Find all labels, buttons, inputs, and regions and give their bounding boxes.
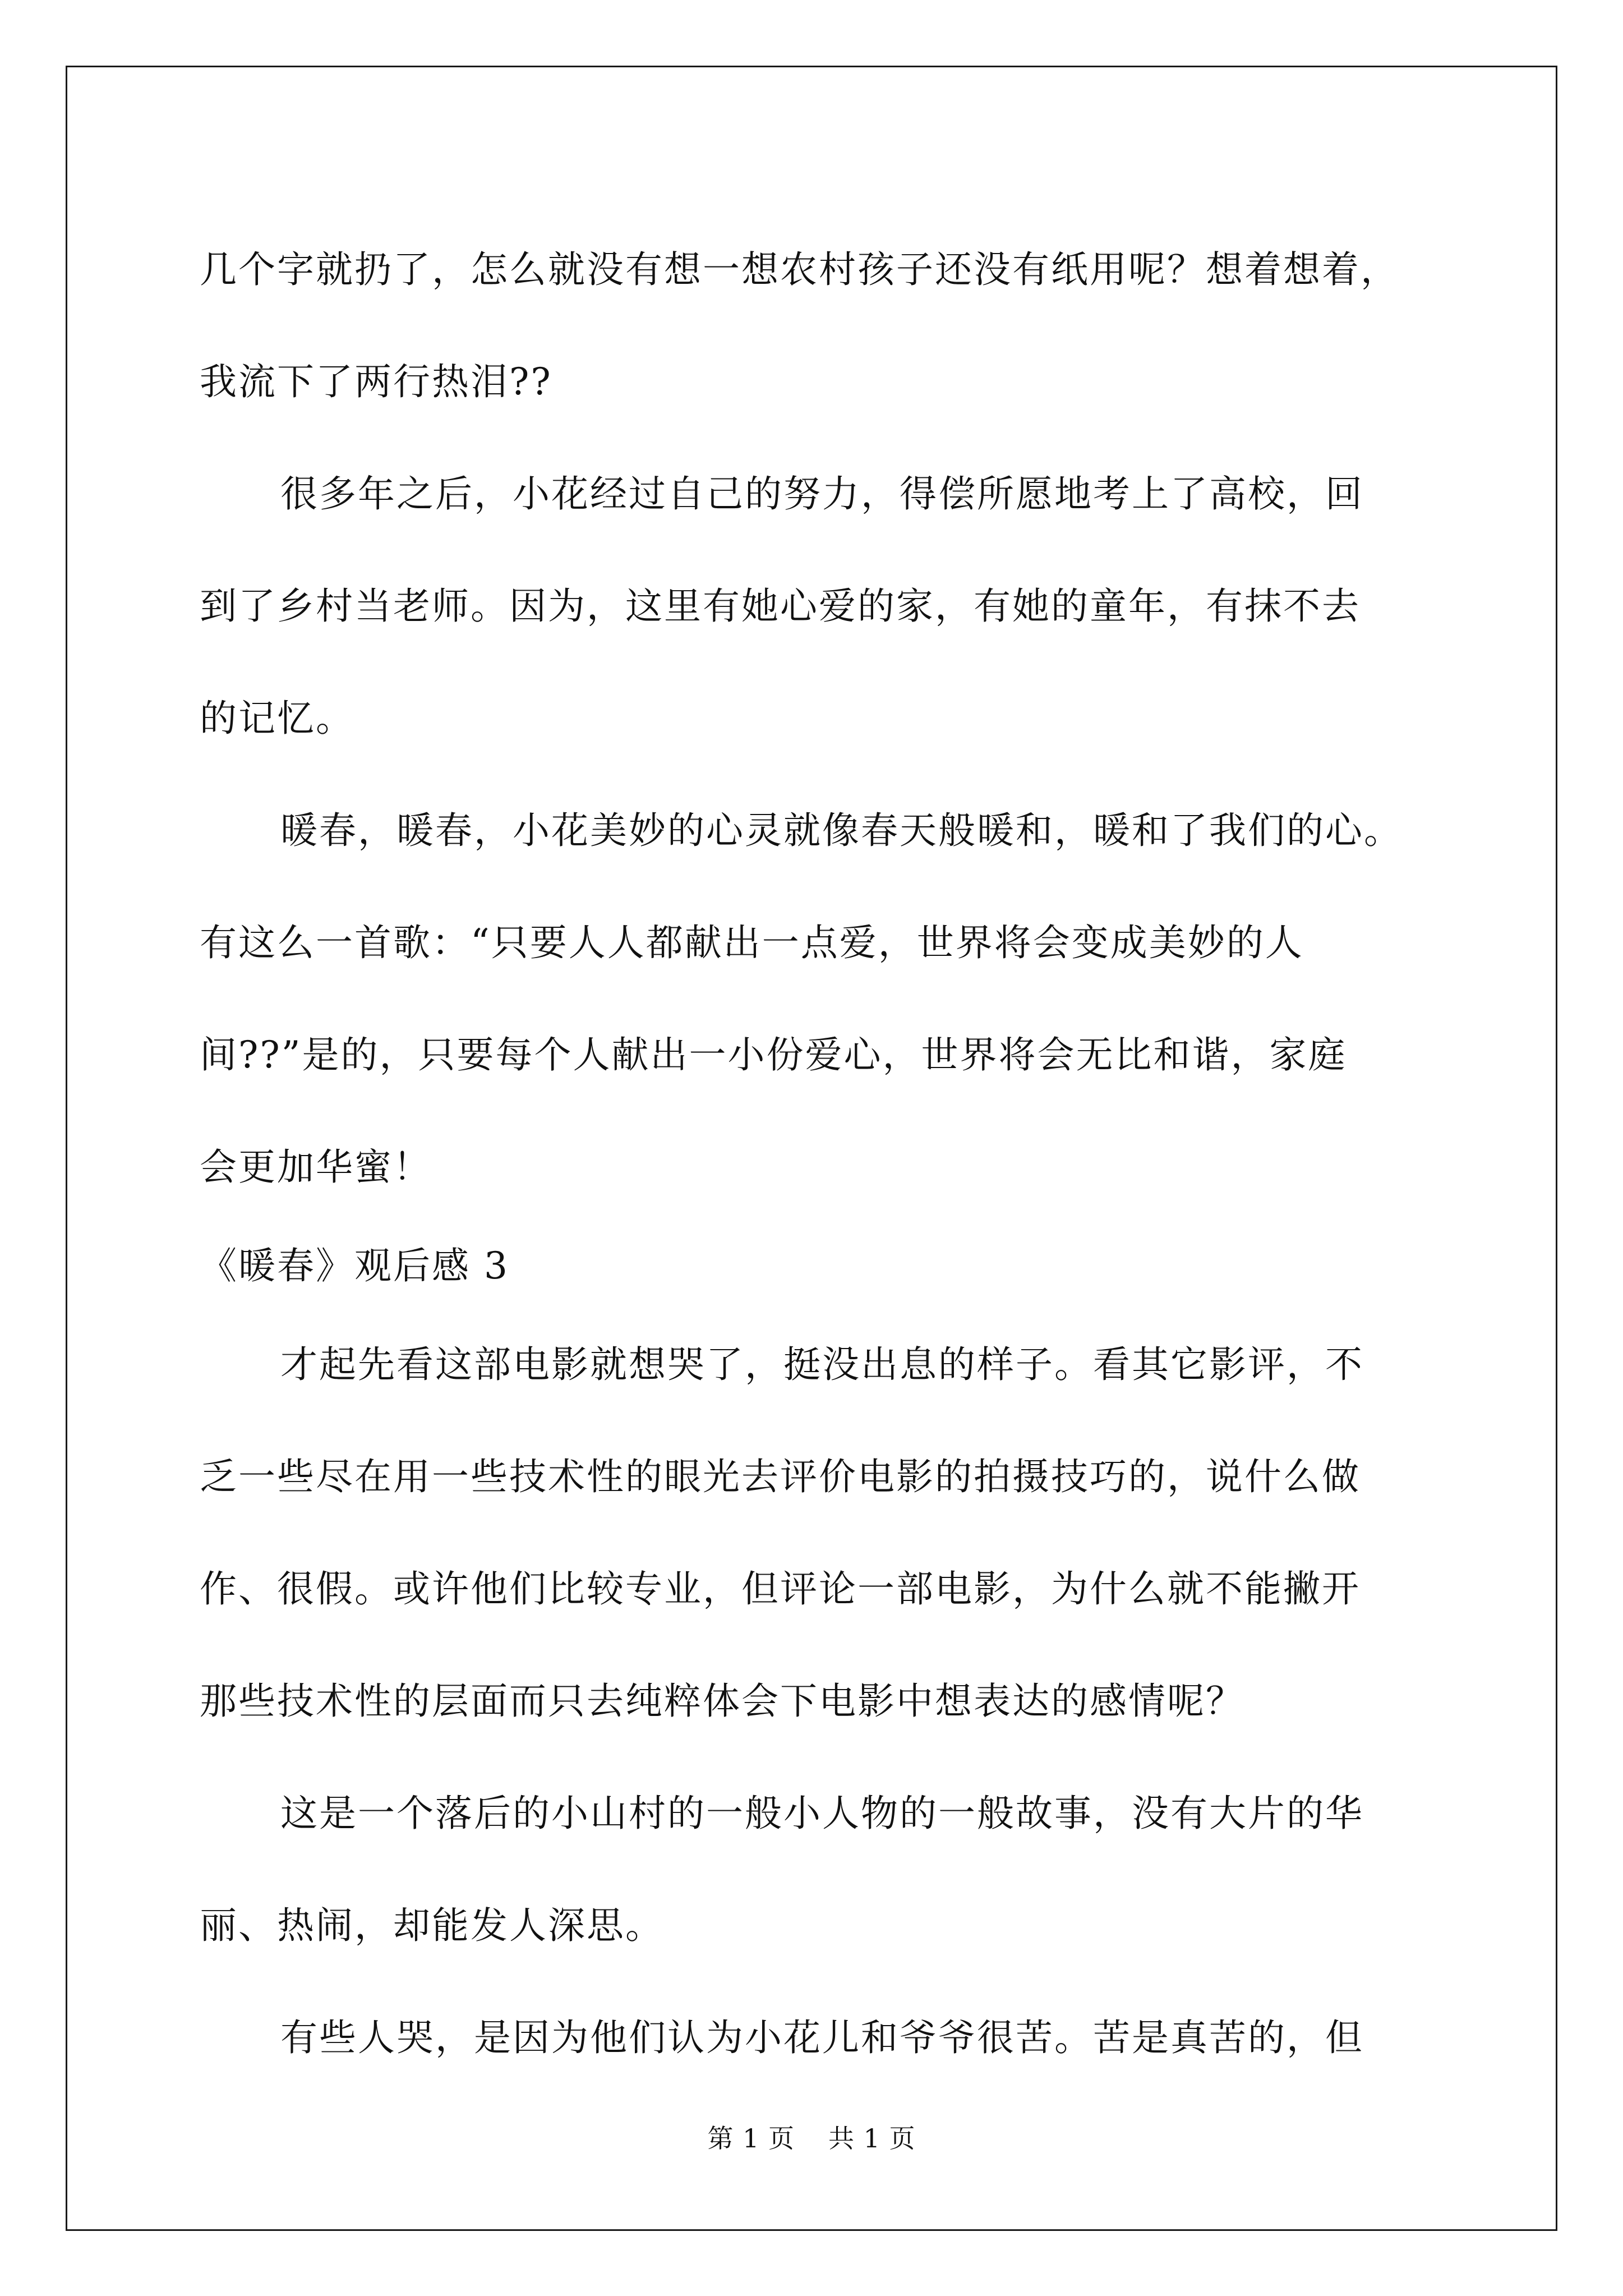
- paragraph-start: 暖春，暖春，小花美妙的心灵就像春天般暖和，暖和了我们的心。: [280, 809, 1403, 852]
- text-line: 乏一些尽在用一些技术性的眼光去评价电影的拍摄技巧的，说什么做: [200, 1455, 1361, 1498]
- page-total: 共 1 页: [828, 2123, 916, 2154]
- text-line: 我流下了两行热泪??: [200, 360, 552, 403]
- text-line: 丽、热闹，却能发人深思。: [200, 1904, 664, 1947]
- page-footer: [0, 2122, 1623, 2155]
- text-line: 那些技术性的层面而只去纯粹体会下电影中想表达的感情呢？: [200, 1680, 1244, 1723]
- paragraph-start: 才起先看这部电影就想哭了，挺没出息的样子。看其它影评，不: [280, 1343, 1364, 1386]
- text-line: 会更加华蜜！: [200, 1145, 432, 1189]
- document-body: [200, 214, 1422, 2094]
- text-line: 的记忆。: [200, 697, 354, 740]
- text-line: 间??”是的，只要每个人献出一小份爱心，世界将会无比和谐，家庭: [200, 1033, 1347, 1076]
- text-line: 到了乡村当老师。因为，这里有她心爱的家，有她的童年，有抹不去: [200, 585, 1361, 628]
- paragraph-start: 很多年之后，小花经过自己的努力，得偿所愿地考上了高校，回: [280, 472, 1364, 516]
- text-line: 有这么一首歌：“只要人人都献出一点爱，世界将会变成美妙的人: [200, 921, 1304, 964]
- paragraph-start: 有些人哭，是因为他们认为小花儿和爷爷很苦。苦是真苦的，但: [280, 2016, 1364, 2059]
- text-line: 几个字就扔了，怎么就没有想一想农村孩子还没有纸用呢？想着想着，: [200, 248, 1399, 291]
- paragraph-start: 这是一个落后的小山村的一般小人物的一般故事，没有大片的华: [280, 1792, 1364, 1835]
- page-number: 第 1 页: [707, 2123, 795, 2154]
- text-line: 作、很假。或许他们比较专业，但评论一部电影，为什么就不能撇开: [200, 1567, 1361, 1611]
- section-heading: 《暖春》观后感 3: [200, 1244, 509, 1287]
